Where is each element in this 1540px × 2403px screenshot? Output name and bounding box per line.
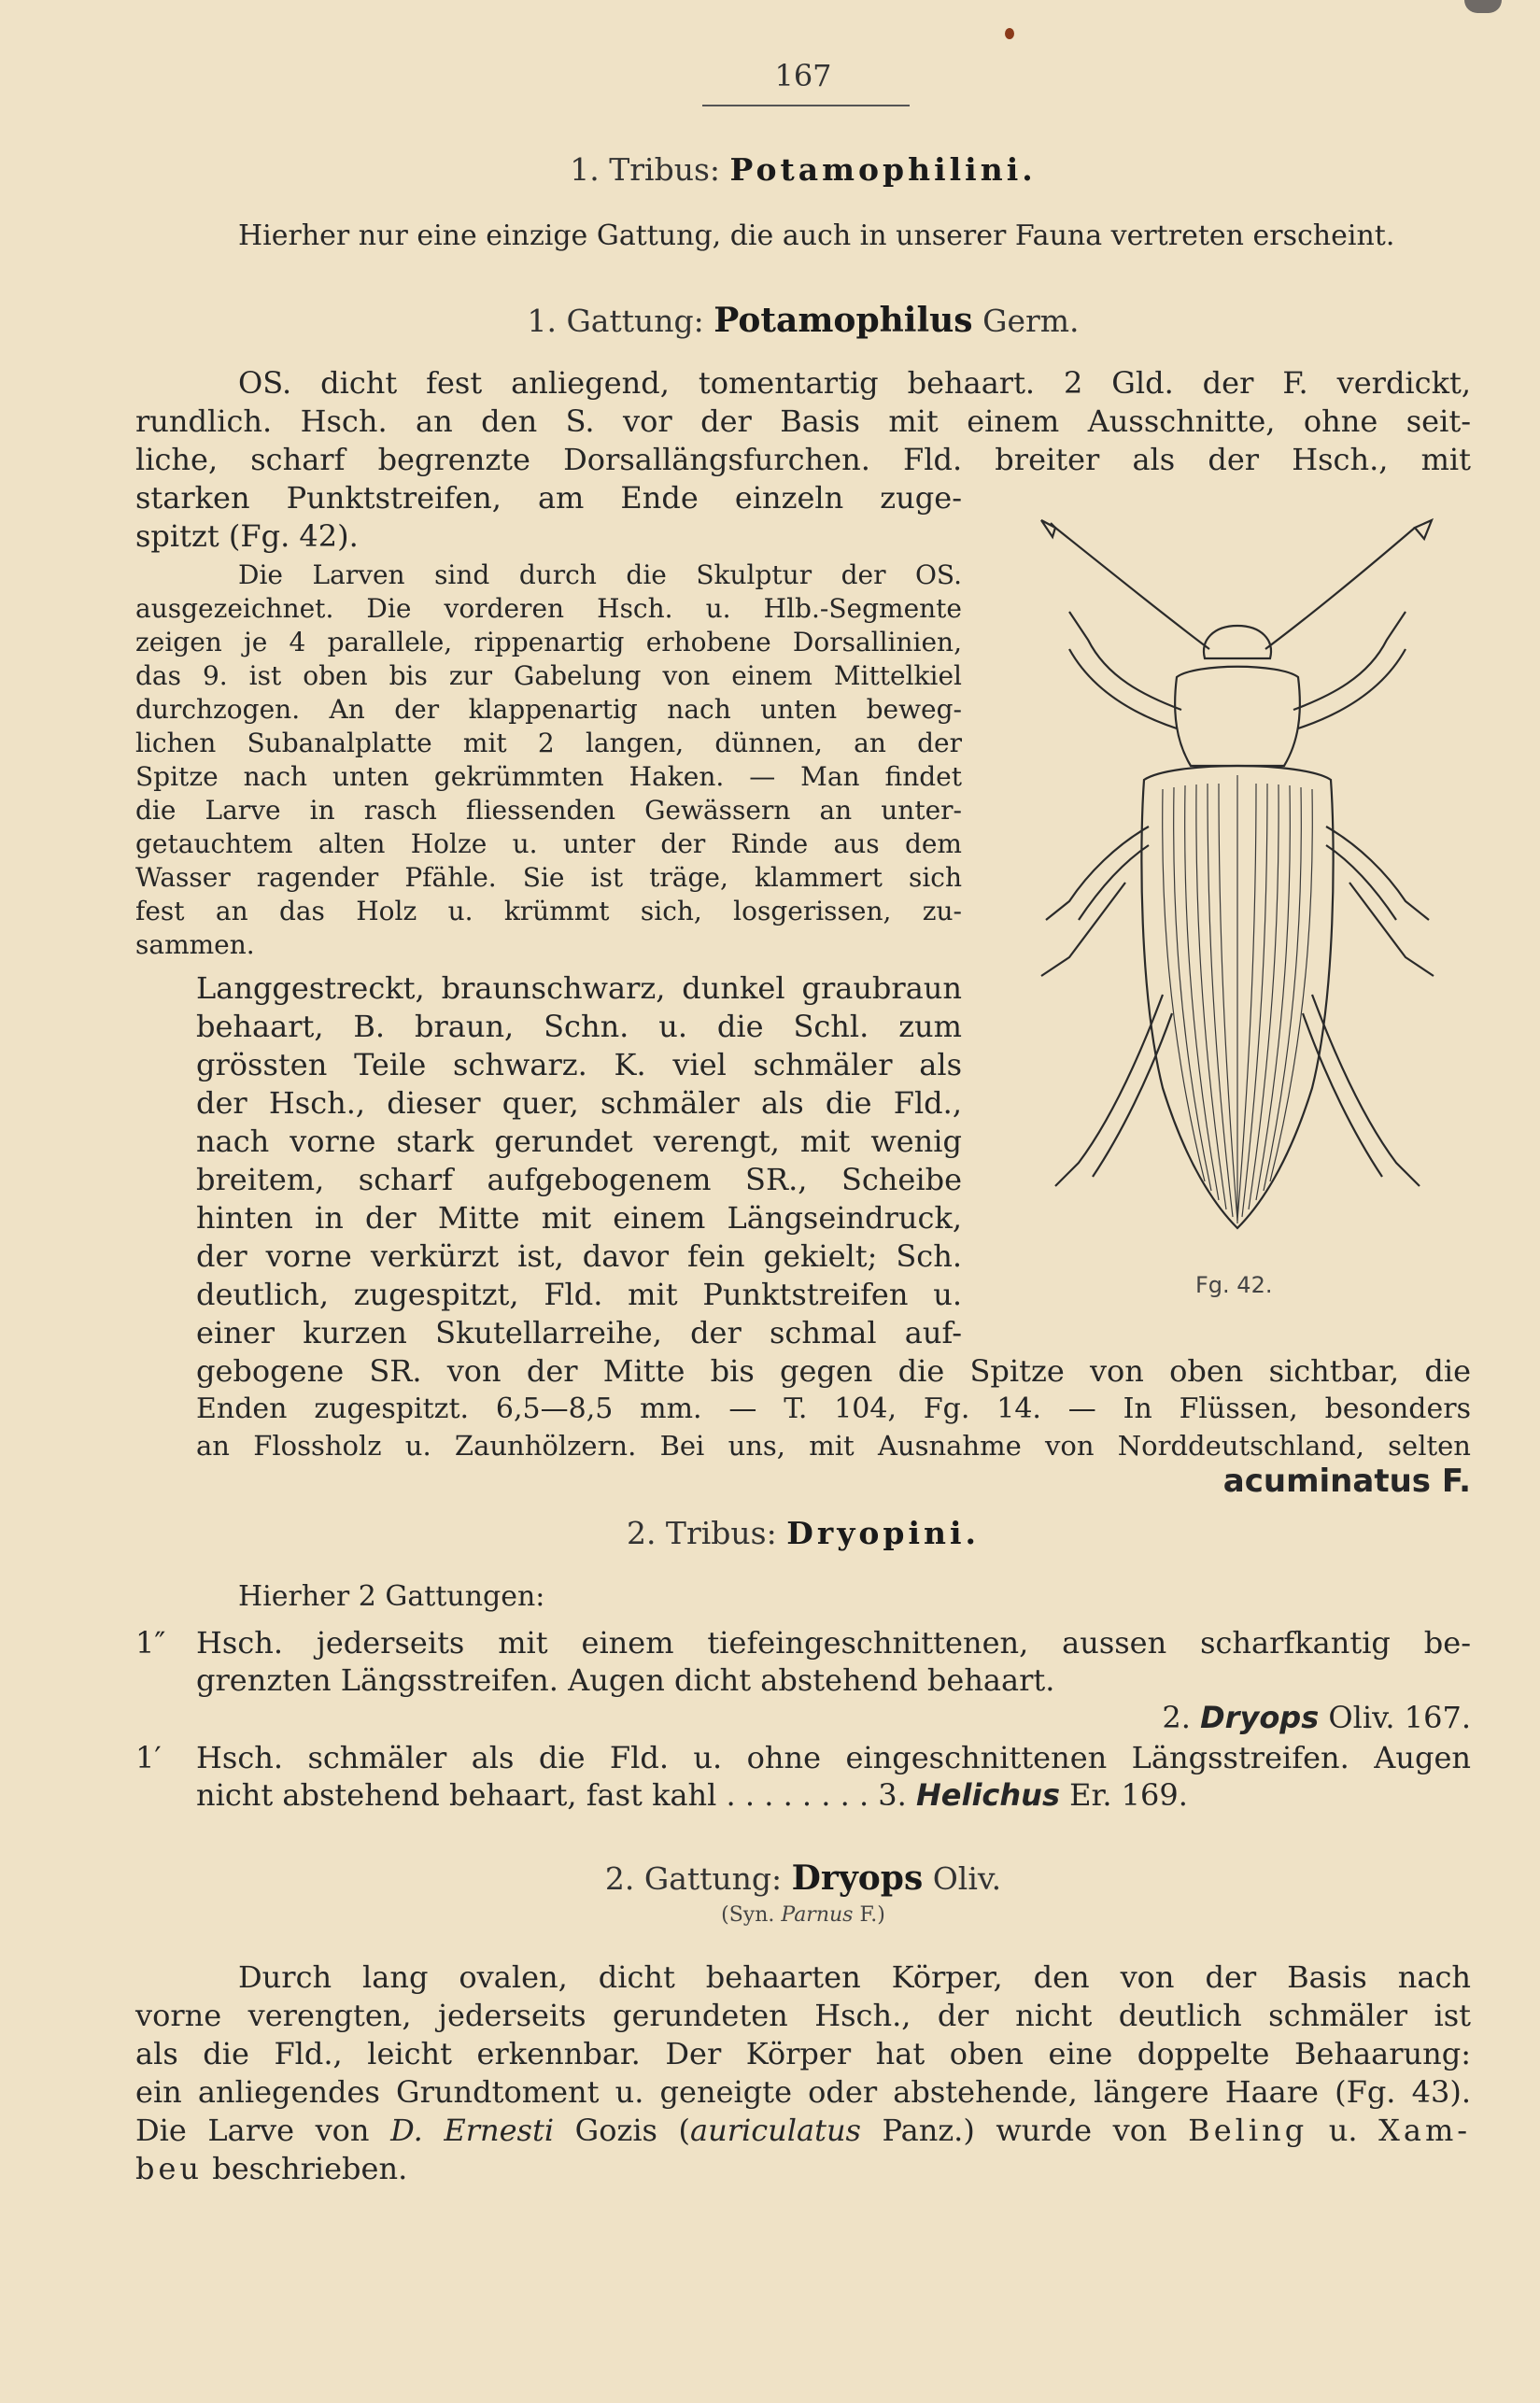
genus-name: Potamophilus — [713, 301, 973, 340]
larva-line: fest an das Holz u. krümmt sich, losgerissen, zu- — [135, 896, 962, 926]
species-line: behaart, B. braun, Schn. u. die Schl. zum — [196, 1009, 962, 1044]
larva-line: getauchtem alten Holze u. unter der Rinde aus dem — [135, 828, 962, 859]
gattung-2-heading — [140, 1859, 1466, 1898]
heading-prefix: 2. Gattung: — [604, 1860, 783, 1897]
heading-prefix: 2. Tribus: — [626, 1515, 777, 1551]
tribus-name: Potamophilini. — [729, 151, 1037, 188]
larva-line: Spitze nach unten gekrümmten Haken. — Man findet — [135, 761, 962, 792]
species-italic: D. Ernesti — [390, 2113, 555, 2148]
synonym-note — [654, 1903, 953, 1927]
species-line: der vorne verkürzt ist, davor fein gekielt; Sch. — [196, 1238, 962, 1274]
text-line: als die Fld., leicht erkennbar. Der Körper hat oben eine doppelte Behaarung: — [135, 2036, 1471, 2071]
species-line: hinten in der Mitte mit einem Längseindruck, — [196, 1200, 962, 1236]
species-line: einer kurzen Skutellarreihe, der schmal auf- — [196, 1315, 962, 1350]
text-line: starken Punktstreifen, am Ende einzeln zuge- — [135, 480, 962, 516]
key-line: nicht abstehend behaart, fast kahl . . . . . . . . 3. — [196, 1777, 907, 1813]
result-reference: Er. 169. — [1069, 1777, 1188, 1813]
gattung-1-heading — [140, 301, 1466, 340]
species-line: gebogene SR. von der Mitte bis gegen die Spitze von oben sichtbar, die — [196, 1353, 1471, 1389]
species-italic: auriculatus — [690, 2113, 861, 2148]
text-line: Durch lang ovalen, dicht behaarten Körper, den von der Basis nach — [238, 1959, 1471, 1995]
page-number: 167 — [774, 58, 832, 93]
beetle-illustration — [1013, 509, 1462, 1284]
genus-author: Oliv. — [932, 1860, 1002, 1897]
larva-line: zeigen je 4 parallele, rippenartig erhobene Dorsallinien, — [135, 627, 962, 657]
text-span: Gozis ( — [574, 2113, 691, 2148]
syn-genus: Parnus — [781, 1903, 854, 1927]
syn-prefix: (Syn. — [721, 1903, 775, 1927]
result-number: 2. — [1162, 1700, 1191, 1735]
larva-line: das 9. ist oben bis zur Gabelung von einem Mittelkiel — [135, 660, 962, 691]
species-name: acuminatus F. — [1222, 1463, 1471, 1500]
key-result — [934, 1699, 1471, 1736]
tribus-1-intro: Hierher nur eine einzige Gattung, die auch in unserer Fauna vertreten erscheint. — [238, 219, 1395, 252]
text-span: Die Larve von — [135, 2113, 370, 2148]
text-span: Panz.) wurde von — [882, 2113, 1167, 2148]
species-line: deutlich, zugespitzt, Fld. mit Punktstreifen u. — [196, 1277, 962, 1312]
species-line: an Flossholz u. Zaunhölzern. Bei uns, mit Ausnahme von Norddeutschland, selten — [196, 1430, 1471, 1462]
species-line: der Hsch., dieser quer, schmäler als die Fld., — [196, 1085, 962, 1121]
text-line — [135, 2112, 1471, 2149]
result-reference: Oliv. 167. — [1328, 1700, 1471, 1735]
key-result — [196, 1776, 1471, 1814]
result-genus: Helichus — [916, 1777, 1060, 1813]
text-line — [135, 2150, 696, 2187]
key-line: Hsch. schmäler als die Fld. u. ohne eingeschnittenen Längsstreifen. Augen — [196, 1740, 1471, 1775]
heading-prefix: 1. Tribus: — [570, 151, 721, 188]
species-line: Enden zugespitzt. 6,5—8,5 mm. — T. 104, Fg. 14. — In Flüssen, besonders — [196, 1392, 1471, 1425]
species-line: breitem, scharf aufgebogenem SR., Scheibe — [196, 1162, 962, 1197]
larva-line: die Larve in rasch fliessenden Gewässern an unter- — [135, 795, 962, 826]
text-span: u. — [1328, 2113, 1358, 2148]
key-marker: 1″ — [135, 1625, 166, 1661]
species-line: nach vorne stark gerundet verengt, mit wenig — [196, 1124, 962, 1159]
larva-line: ausgezeichnet. Die vorderen Hsch. u. Hlb.-Segmente — [135, 593, 962, 624]
larva-line: lichen Subanalplatte mit 2 langen, dünnen, an der — [135, 728, 962, 758]
text-span: beschrieben. — [212, 2151, 408, 2186]
larva-line: durchzogen. An der klappenartig nach unten beweg- — [135, 694, 962, 725]
text-line: OS. dicht fest anliegend, tomentartig behaart. 2 Gld. der F. verdickt, — [238, 365, 1471, 401]
syn-author: F.) — [859, 1903, 885, 1927]
scan-mark — [1464, 0, 1502, 13]
author-name: Beling — [1188, 2113, 1308, 2148]
larva-line: sammen. — [135, 929, 255, 960]
heading-prefix: 1. Gattung: — [527, 303, 704, 339]
tribus-name: Dryopini. — [786, 1515, 981, 1551]
text-line: ein anliegendes Grundtoment u. geneigte oder abstehende, längere Haare (Fg. 43). — [135, 2074, 1471, 2110]
tribus-1-heading — [140, 151, 1466, 188]
key-line: grenzten Längsstreifen. Augen dicht abstehend behaart. — [196, 1662, 1055, 1698]
tribus-2-heading — [140, 1515, 1466, 1551]
text-line: rundlich. Hsch. an den S. vor der Basis mit einem Ausschnitte, ohne seit- — [135, 403, 1471, 439]
tribus-2-intro: Hierher 2 Gattungen: — [238, 1580, 545, 1613]
genus-name: Dryops — [791, 1859, 924, 1898]
text-line: vorne verengten, jederseits gerundeten Hsch., der nicht deutlich schmäler ist — [135, 1998, 1471, 2033]
author-name: beu — [135, 2151, 204, 2186]
genus-author: Germ. — [982, 303, 1080, 339]
figure-caption: Fg. 42. — [1195, 1272, 1273, 1298]
ink-spot — [1005, 28, 1014, 39]
species-line: Langgestreckt, braunschwarz, dunkel graubraun — [196, 970, 962, 1006]
larva-line: Die Larven sind durch die Skulptur der OS. — [238, 559, 962, 590]
text-line: liche, scharf begrenzte Dorsallängsfurchen. Fld. breiter als der Hsch., mit — [135, 442, 1471, 477]
key-marker: 1′ — [135, 1740, 162, 1775]
larva-line: Wasser ragender Pfähle. Sie ist träge, klammert sich — [135, 862, 962, 893]
header-rule — [702, 105, 910, 106]
author-name: Xam- — [1378, 2113, 1472, 2148]
key-line: Hsch. jederseits mit einem tiefeingeschnittenen, aussen scharfkantig be- — [196, 1625, 1471, 1661]
result-genus: Dryops — [1200, 1700, 1320, 1735]
text-line: spitzt (Fg. 42). — [135, 518, 359, 554]
species-line: grössten Teile schwarz. K. viel schmäler als — [196, 1047, 962, 1082]
